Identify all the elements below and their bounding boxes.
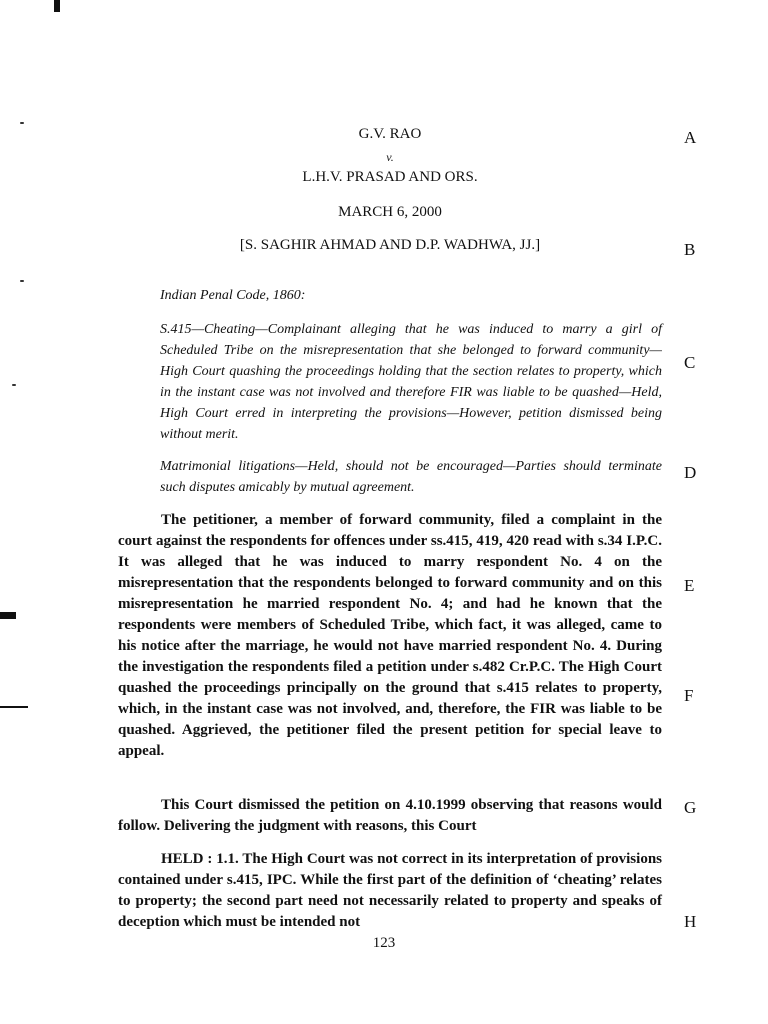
dismissal-paragraph	[118, 795, 662, 837]
case-versus: v.	[386, 150, 394, 164]
held-paragraph	[118, 849, 662, 933]
facts-text: The petitioner, a member of forward community, filed a complaint in the court against the respondents for offences under ss.415, 419, 420 read with s.34 I.P.C. It was alleged that he was induced to marry respondent No. 4 on the misrepresentation that the respondents belonged to forward community and on this misrepresentation he married respondent No. 4; and had he known that the respondents were members of Scheduled Tribe, which fact, it was alleged, came to his notice after the marriage, he would not have married respondent No. 4. During the investigation the respondents filed a petition under s.482 Cr.P.C. The High Court quashed the proceedings principally on the ground that s.415 relates to property, which, in the instant case was not involved, and, therefore, the FIR was liable to be quashed. Aggrieved, the petitioner filed the present petition for special leave to appeal.	[118, 512, 662, 759]
headnote-matrimonial	[160, 456, 662, 498]
headnote-section	[160, 319, 662, 445]
headnote-statute	[160, 285, 662, 306]
margin-letter-f: F	[684, 686, 694, 705]
case-date: MARCH 6, 2000	[338, 204, 442, 220]
case-respondent: L.H.V. PRASAD AND ORS.	[302, 169, 478, 185]
scan-artifact-dot	[20, 122, 24, 124]
facts-paragraph	[118, 510, 662, 762]
margin-letter-a: A	[684, 128, 697, 147]
statute-line: Indian Penal Code, 1860:	[160, 288, 306, 303]
margin-letter-d: D	[684, 463, 697, 482]
margin-letter-g: G	[684, 798, 697, 817]
scan-artifact-dot	[12, 384, 16, 386]
page-number: 123	[372, 935, 396, 951]
scan-artifact-arrow	[0, 612, 16, 619]
section-note: S.415—Cheating—Complainant alleging that he was induced to marry a girl of Scheduled Tribe on the misrepresentation that she belonged to forward community—High Court quashing the proceedings holding that the section relates to property, which in the instant case was not involved and therefore FIR was liable to be quashed—Held, High Court erred in interpreting the provisions—However, petition dismissed being without merit.	[160, 322, 662, 442]
matrimonial-note: Matrimonial litigations—Held, should not be encouraged—Parties should terminate such disputes amicably by mutual agreement.	[160, 459, 662, 495]
case-petitioner: G.V. RAO	[358, 126, 422, 142]
margin-letter-e: E	[684, 576, 695, 595]
margin-letter-c: C	[684, 353, 696, 372]
margin-letter-h: H	[684, 912, 697, 931]
margin-letter-b: B	[684, 240, 696, 259]
held-text: HELD : 1.1. The High Court was not correct in its interpretation of provisions contained under s.415, IPC. While the first part of the definition of ‘cheating’ relates to property; the second part need not necessarily related to property and speaks of deception which must be intended not	[118, 851, 662, 930]
dismissal-text: This Court dismissed the petition on 4.10.1999 observing that reasons would follow. Delivering the judgment with reasons, this Court	[118, 797, 662, 834]
case-bench: [S. SAGHIR AHMAD AND D.P. WADHWA, JJ.]	[239, 237, 541, 253]
scan-artifact-top	[54, 0, 60, 12]
scan-artifact-line	[0, 706, 28, 708]
scan-artifact-dot	[20, 280, 24, 282]
